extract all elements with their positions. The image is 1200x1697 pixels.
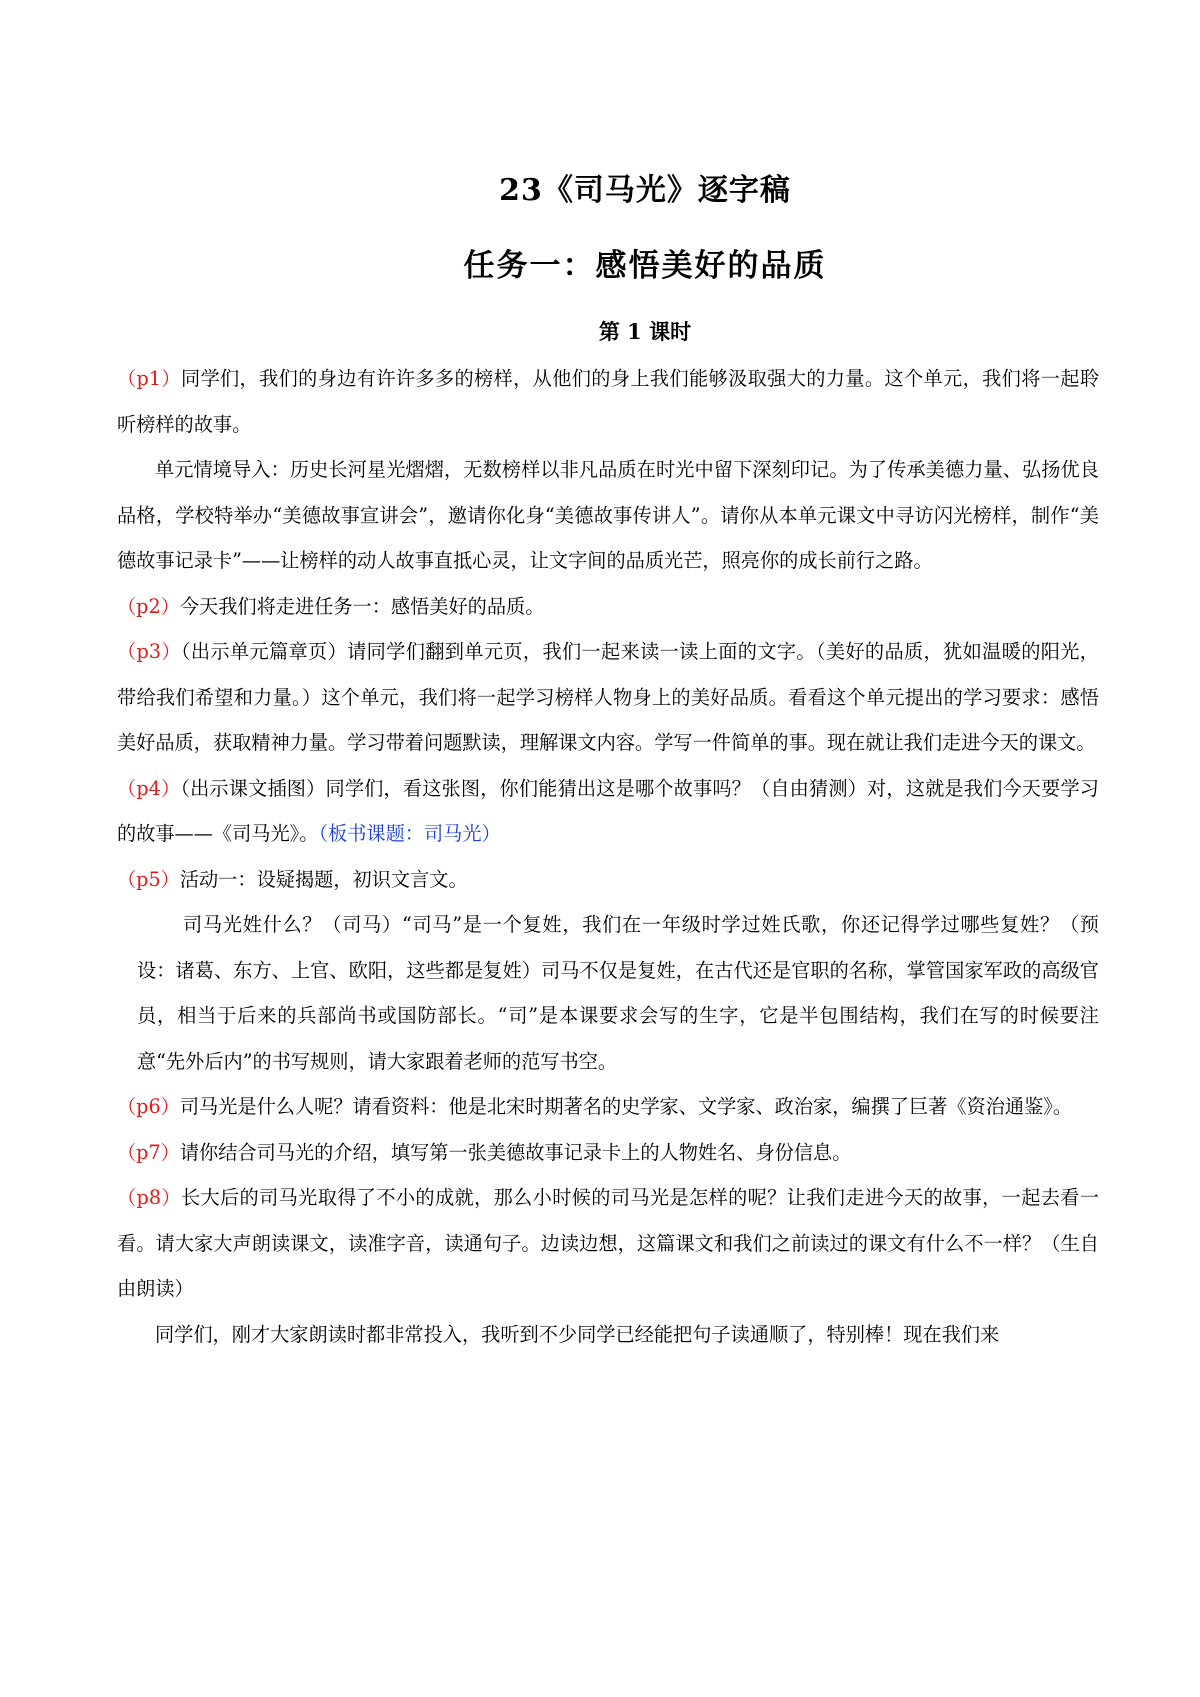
paragraph-tag: （p3）: [117, 640, 181, 663]
paragraph-tag: （p7）: [117, 1140, 180, 1164]
paragraph-text: 活动一：设疑揭题，初识文言文。: [179, 867, 468, 891]
paragraph-p2: [117, 584, 1099, 630]
paragraph-text: 长大后的司马光取得了不小的成就，那么小时候的司马光是怎样的呢？让我们走进今天的故事，一起去看一看。请大家大声朗读课文，读准字音，读通句子。边读边想，这篇课文和我们之前读过的课文有什么不一样？（生自由朗读）: [117, 1186, 1100, 1300]
paragraph-p1: [117, 356, 1099, 447]
paragraph-tag: （p6）: [117, 1095, 180, 1118]
paragraph-tag: （p2）: [117, 594, 180, 618]
lesson-title: 第 1 课时: [598, 319, 692, 344]
paragraph-p4: [117, 766, 1099, 857]
paragraph-reading-feedback: [117, 1312, 1099, 1358]
paragraph-text: 今天我们将走进任务一：感悟美好的品质。: [179, 594, 545, 618]
paragraph-text: （出示单元篇章页）请同学们翻到单元页，我们一起来读一读上面的文字。（美好的品质，犹如温暖的阳光，带给我们希望和力量。）这个单元，我们将一起学习榜样人物身上的美好品质。看看这个单元提出的学习要求：感悟美好品质，获取精神力量。学习带着问题默读，理解课文内容。学写一件简单的事。现在就让我们走进今天的课文。: [117, 640, 1099, 754]
task-title: 任务一：感悟美好的品质: [463, 248, 827, 284]
paragraph-text: （出示课文插图）同学们，看这张图，你们能猜出这是哪个故事吗？（自由猜测）对，这就是我们今天要学习的故事——《司马光》。: [117, 776, 1099, 845]
paragraph-p5: [117, 857, 1099, 903]
paragraph-tag: （p5）: [117, 867, 180, 891]
paragraph-text: 单元情境导入：历史长河星光熠熠，无数榜样以非凡品质在时光中留下深刻印记。为了传承美德力量、弘扬优良品格，学校特举办“美德故事宣讲会”，邀请你化身“美德故事传讲人”。请你从本单元课文中寻访闪光榜样，制作“美德故事记录卡”——让榜样的动人故事直抵心灵，让文字间的品质光芒，照亮你的成长前行之路。: [117, 458, 1099, 572]
paragraph-text: 司马光姓什么？（司马）“司马”是一个复姓，我们在一年级时学过姓氏歌，你还记得学过哪些复姓？（预设：诸葛、东方、上官、欧阳，这些都是复姓）司马不仅是复姓，在古代还是官职的名称，掌管国家军政的高级官员，相当于后来的兵部尚书或国防部长。“司”是本课要求会写的生字，它是半包围结构，我们在写的时候要注意“先外后内”的书写规则，请大家跟着老师的范写书空。: [137, 913, 1099, 1073]
paragraph-unit-intro: [117, 447, 1099, 584]
document-title: 23《司马光》逐字稿: [499, 173, 791, 208]
paragraph-p6: [117, 1084, 1099, 1130]
paragraph-text: 同学们，我们的身边有许许多多的榜样，从他们的身上我们能够汲取强大的力量。这个单元，我们将一起聆听榜样的故事。: [117, 367, 1100, 436]
paragraph-p7: [117, 1130, 1099, 1176]
board-writing-note: （板书课题：司马光）: [318, 822, 501, 845]
paragraph-text: 请你结合司马光的介绍，填写第一张美德故事记录卡上的人物姓名、身份信息。: [179, 1140, 852, 1164]
paragraph-tag: （p8）: [117, 1186, 181, 1209]
paragraph-p8: [117, 1175, 1099, 1312]
paragraph-surname-explanation: [117, 902, 1099, 1084]
paragraph-tag: （p4）: [117, 776, 181, 800]
paragraph-text: 同学们，刚才大家朗读时都非常投入，我听到不少同学已经能把句子读通顺了，特别棒！现在我们来: [155, 1322, 1000, 1346]
paragraph-p3: [117, 629, 1099, 766]
paragraph-tag: （p1）: [117, 367, 181, 390]
document-body: [117, 356, 1099, 1357]
paragraph-text: 司马光是什么人呢？请看资料：他是北宋时期著名的史学家、文学家、政治家，编撰了巨著《资治通鉴》。: [179, 1095, 1073, 1118]
